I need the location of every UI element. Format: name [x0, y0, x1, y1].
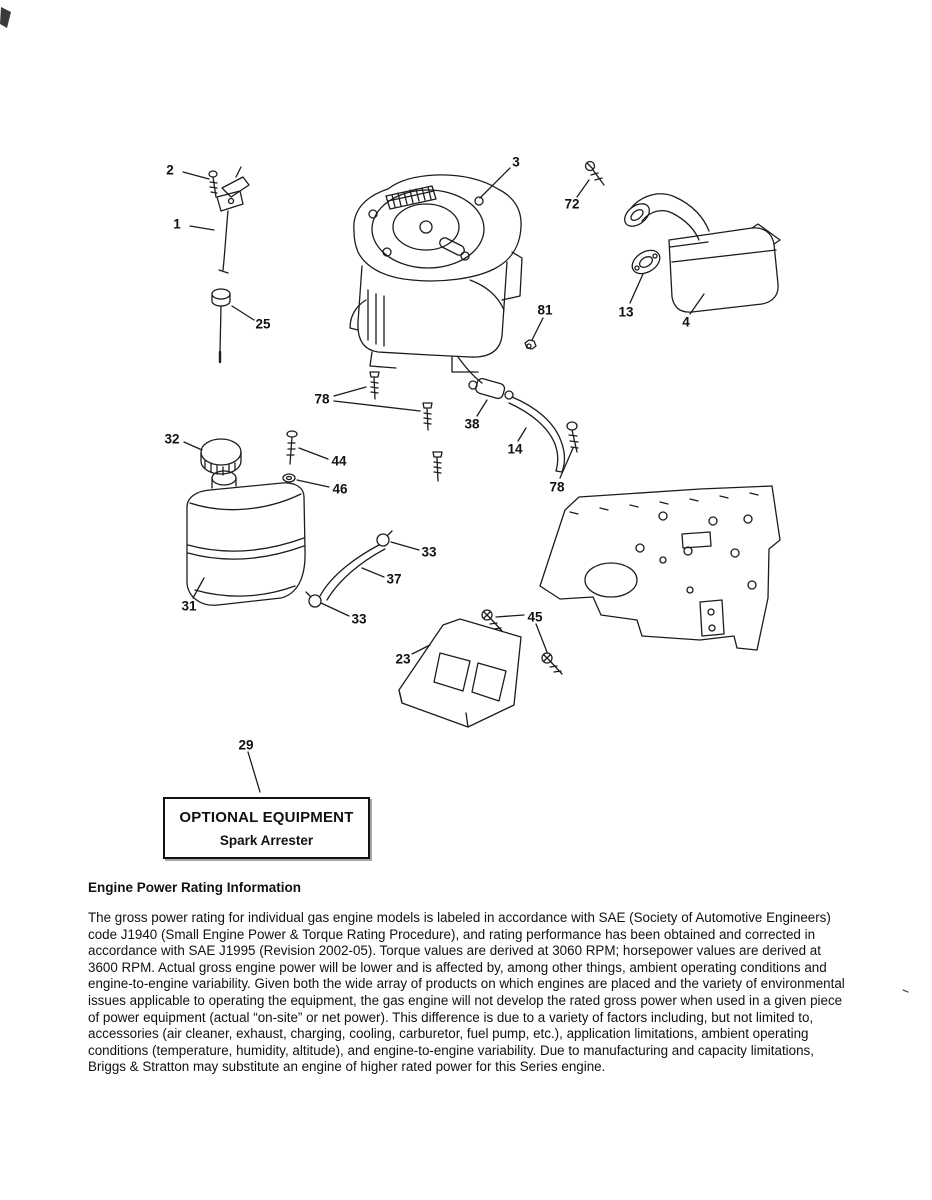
- muffler-drawing: [620, 194, 780, 312]
- part-callout-78: 78: [549, 479, 565, 495]
- clamp-33-bottom-drawing: [306, 592, 321, 607]
- part-callout-31: 31: [181, 598, 197, 614]
- section-body: The gross power rating for individual gas engine models is labeled in accordance with SAE (Society of Automotive Engineers) code J1940 (Small Engine Power & Torque Rating Procedure), and rating performance has been obtained and corrected in accordance with SAE J1995 (Revision 2002-05). Torque values are derived at 3060 RPM; horsepower values are derived at 3600 RPM. Actual gross engine power will be lower and is affected by, among other things, ambient operating conditions and engine-to-engine variability. Given both the wide array of products on which engines are placed and the variety of environmental issues applicable to operating the equipment, the gas engine will not develop the rated gross power when used in a given piece of power equipment (actual “on-site” or net power). This difference is due to a variety of factors including, but not limited to, accessories (air cleaner, exhaust, charging, cooling, carburetor, fuel pump, etc.), application limitations, ambient operating conditions (temperature, humidity, altitude), and engine-to-engine variability. Due to manufacturing and capacity limitations, Briggs & Stratton may substitute an engine of higher rated power for this Series engine.: [88, 910, 845, 1075]
- throttle-control-1-drawing: [217, 167, 249, 273]
- part-callout-72: 72: [564, 196, 580, 212]
- leader-lines: [183, 168, 704, 792]
- section-heading: Engine Power Rating Information: [88, 880, 302, 895]
- fuel-filter-drawing: [469, 377, 513, 399]
- part-callout-45: 45: [527, 609, 543, 625]
- engine-drawing: [350, 175, 522, 383]
- fuel-line-37-drawing: [320, 545, 385, 600]
- scan-artifact: [0, 7, 908, 992]
- screw-2-drawing: [209, 171, 217, 197]
- nut-81-drawing: [525, 340, 536, 349]
- part-callout-38: 38: [464, 416, 480, 432]
- part-callout-25: 25: [255, 316, 271, 332]
- part-callout-2: 2: [166, 162, 174, 178]
- optional-equipment-subtitle: Spark Arrester: [219, 832, 314, 848]
- washer-46-drawing: [283, 474, 295, 482]
- fuel-cap-32-drawing: [201, 439, 241, 475]
- bracket-23-drawing: [399, 619, 521, 727]
- screw-78-drawing: [567, 422, 578, 452]
- part-callout-32: 32: [164, 431, 180, 447]
- part-callout-33: 33: [421, 544, 437, 560]
- part-callout-29: 29: [238, 737, 254, 753]
- optional-equipment-title: OPTIONAL EQUIPMENT: [179, 808, 354, 826]
- part-callout-37: 37: [386, 571, 402, 587]
- screws-45-drawing: [482, 610, 562, 674]
- part-callout-3: 3: [512, 154, 520, 170]
- part-callout-1: 1: [173, 216, 181, 232]
- part-callout-46: 46: [332, 481, 348, 497]
- gasket-13-drawing: [628, 246, 664, 279]
- part-callout-81: 81: [537, 302, 553, 318]
- part-callout-4: 4: [682, 314, 690, 330]
- engine-power-rating-section: [88, 880, 850, 1076]
- screw-44-drawing: [287, 431, 297, 464]
- part-callout-23: 23: [395, 651, 411, 667]
- fuel-line-14-drawing: [509, 397, 565, 472]
- part-callout-44: 44: [331, 453, 347, 469]
- dipstick-25-drawing: [212, 289, 230, 362]
- optional-equipment-box: [163, 797, 370, 859]
- part-callout-13: 13: [618, 304, 634, 320]
- part-callout-14: 14: [507, 441, 523, 457]
- clamp-33-top-drawing: [377, 531, 392, 546]
- fuel-tank-31-drawing: [187, 471, 305, 605]
- chassis-plate-drawing: [540, 486, 780, 650]
- part-callout-78: 78: [314, 391, 330, 407]
- mount-bolts-78-drawing: [370, 372, 442, 481]
- part-callout-33: 33: [351, 611, 367, 627]
